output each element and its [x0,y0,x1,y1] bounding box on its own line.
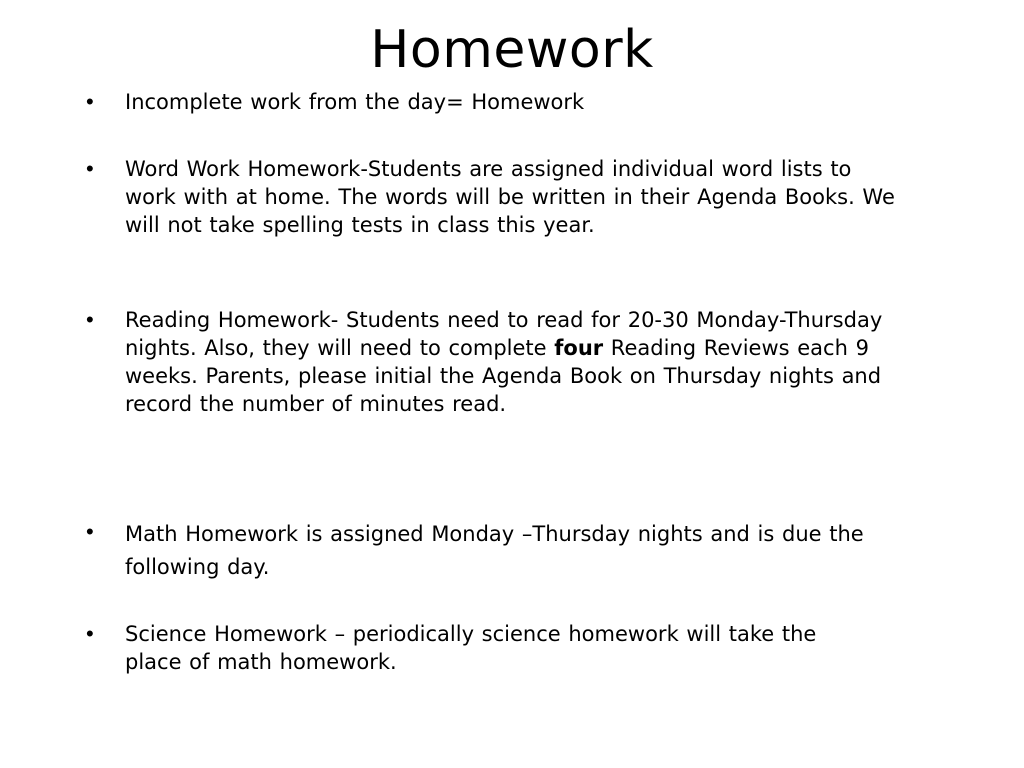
bullet-dot-icon: • [86,156,94,181]
bullet-dot-icon: • [86,519,94,544]
bullet-text: Math Homework is assigned Monday –Thursday nights and is due the following day. [125,522,864,579]
bullet-text [125,306,905,418]
bullet-text: Word Work Homework-Students are assigned individual word lists to work with at home. The words will be written in their Agenda Books. We will not take spelling tests in class this year. [125,157,895,237]
bullet-dot-icon: • [86,307,94,332]
bullet-dot-icon: • [86,621,94,646]
bullet-dot-icon: • [86,89,94,114]
bullet-text: Incomplete work from the day= Homework [125,90,585,114]
bullet-text-part: Reading Homework- Students need to read for 20-30 Monday-Thursday nights. Also, they will need to complete [125,308,883,360]
bullet-text-part: Reading Reviews each 9 weeks. Parents, please initial the Agenda Book on Thursday nights and record the number of minutes read. [125,336,882,416]
emphasis-text: four [554,336,604,360]
bullet-text: Science Homework – periodically science homework will take the place of math homework. [125,622,817,674]
slide-title: Homework [370,20,654,80]
